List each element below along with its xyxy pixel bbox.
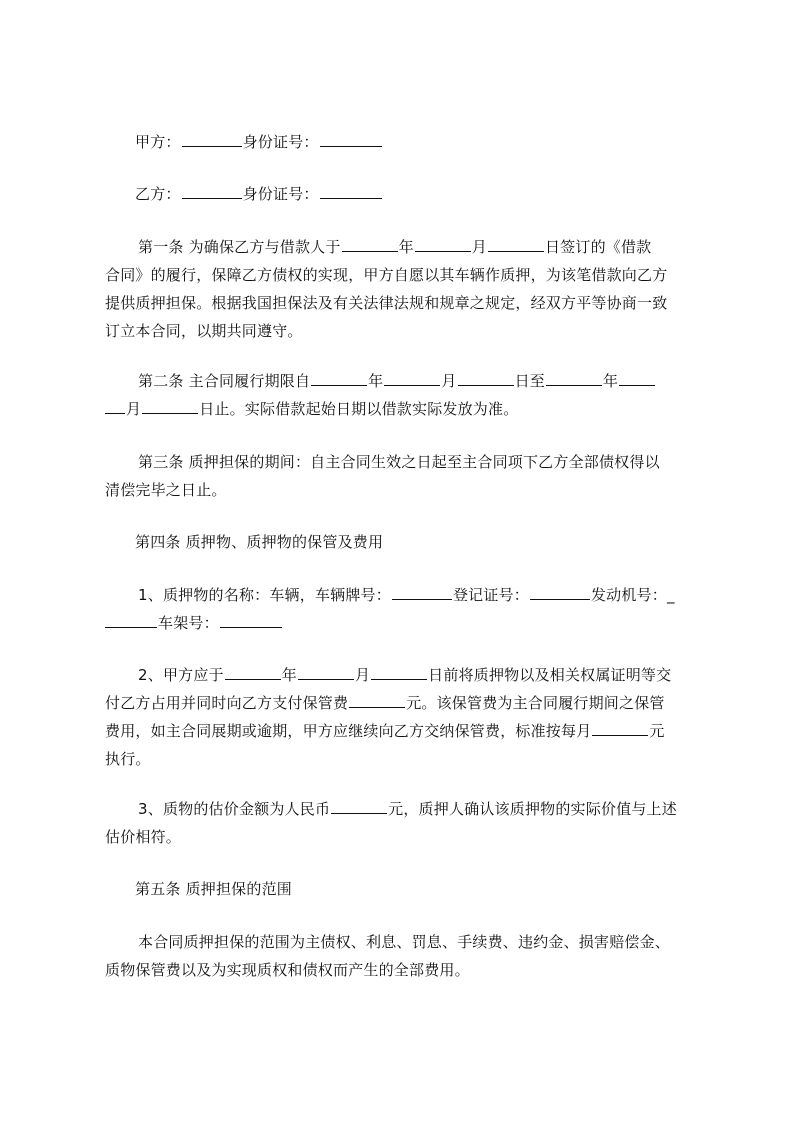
plate-number-blank[interactable]: [392, 581, 452, 600]
registration-label: 登记证号：: [452, 586, 529, 604]
date-month-blank[interactable]: [415, 233, 471, 252]
party-a-id-blank[interactable]: [320, 128, 382, 147]
party-a-id-label: 身份证号：: [242, 133, 319, 151]
start-day-blank[interactable]: [458, 367, 514, 386]
item-3-text: 3、质物的估价金额为人民币: [138, 800, 331, 818]
party-b-id-blank[interactable]: [320, 180, 382, 199]
article-4-title-text: 第四条 质押物、质押物的保管及费用: [135, 533, 384, 551]
to-label: 日至: [514, 372, 545, 390]
registration-number-blank[interactable]: [530, 581, 590, 600]
party-b-id-label: 身份证号：: [242, 185, 319, 203]
article-1-line-3: 提供质押担保。根据我国担保法及有关法律法规和规章之规定，经双方平等协商一致: [105, 294, 668, 312]
item-2-line-4: 执行。: [105, 750, 151, 768]
party-a-name-blank[interactable]: [182, 128, 242, 147]
item-3-text-cont: 元，质押人确认该质押物的实际价值与上述: [388, 800, 677, 818]
article-1-line-4: 订立本合同，以期共同遵守。: [105, 322, 303, 340]
article-4-item-1: [105, 581, 705, 637]
delivery-month-blank[interactable]: [298, 661, 354, 680]
end-month-blank-part2[interactable]: [105, 395, 125, 414]
vin-label: 车架号：: [158, 614, 219, 632]
month-label: 月: [354, 666, 371, 684]
article-5-body: [105, 928, 705, 984]
article-1: [105, 233, 705, 345]
article-4-item-2: [105, 661, 705, 773]
article-5-title: [135, 875, 735, 903]
start-month-blank[interactable]: [384, 367, 440, 386]
article-3: [105, 448, 705, 504]
article-5-line-1: 本合同质押担保的范围为主债权、利息、罚息、手续费、违约金、损害赔偿金、: [138, 933, 671, 951]
party-b-line: [135, 180, 735, 208]
storage-fee-blank[interactable]: [349, 689, 405, 708]
start-year-blank[interactable]: [311, 367, 367, 386]
vin-blank[interactable]: [220, 609, 282, 628]
article-1-line-2: 合同》的履行，保障乙方债权的实现，甲方自愿以其车辆作质押，为该笔借款向乙方: [105, 266, 668, 284]
month-label: 月: [126, 400, 142, 418]
article-1-text: 第一条 为确保乙方与借款人于: [138, 238, 341, 256]
article-5-title-text: 第五条 质押担保的范围: [135, 880, 292, 898]
item-2-line-2: 付乙方占用并同时向乙方支付保管费: [105, 694, 349, 712]
year-label: 年: [398, 238, 414, 256]
article-4-title: [135, 528, 735, 556]
end-day-blank[interactable]: [142, 395, 198, 414]
year-label: 年: [368, 372, 384, 390]
date-day-blank[interactable]: [488, 233, 544, 252]
item-3-line-2: 估价相符。: [105, 828, 182, 846]
item-1-text: 1、质押物的名称：车辆，车辆牌号：: [138, 586, 391, 604]
article-1-text-cont: 日签订的《借款: [544, 238, 652, 256]
date-year-blank[interactable]: [342, 233, 398, 252]
party-a-line: [135, 128, 735, 156]
engine-label: 发动机号：_: [590, 586, 675, 604]
article-3-line-2: 清偿完毕之日止。: [105, 481, 227, 499]
article-2: [105, 367, 705, 423]
delivery-year-blank[interactable]: [225, 661, 281, 680]
party-b-name-blank[interactable]: [182, 180, 242, 199]
year-label: 年: [281, 666, 297, 684]
month-label: 月: [441, 372, 457, 390]
article-2-text: 第二条 主合同履行期限自: [138, 372, 311, 390]
article-4-item-3: [105, 795, 705, 851]
end-month-blank-part1[interactable]: [619, 367, 655, 386]
monthly-fee-blank[interactable]: [592, 717, 648, 736]
item-2-text: 2、甲方应于: [138, 666, 224, 684]
year-label: 年: [602, 372, 619, 390]
party-b-label: 乙方：: [135, 185, 181, 203]
delivery-day-blank[interactable]: [371, 661, 427, 680]
engine-number-blank[interactable]: [105, 609, 157, 628]
party-a-label: 甲方：: [135, 133, 181, 151]
item-2-text-cont: 日前将质押物以及相关权属证明等交: [428, 666, 672, 684]
article-3-line-1: 第三条 质押担保的期间：自主合同生效之日起至主合同项下乙方全部债权得以: [138, 453, 660, 471]
item-2-line-3: 费用，如主合同展期或逾期，甲方应继续向乙方交纳保管费，标准按每月: [105, 722, 592, 740]
item-2-line-2-cont: 元。该保管费为主合同履行期间之保管: [406, 694, 665, 712]
valuation-amount-blank[interactable]: [331, 795, 387, 814]
article-2-text-cont: 日止。实际借款起始日期以借款实际发放为准。: [199, 400, 519, 418]
month-label: 月: [471, 238, 487, 256]
end-year-blank[interactable]: [546, 367, 602, 386]
article-5-line-2: 质物保管费以及为实现质权和债权而产生的全部费用。: [105, 961, 470, 979]
yuan-label: 元: [649, 722, 665, 740]
